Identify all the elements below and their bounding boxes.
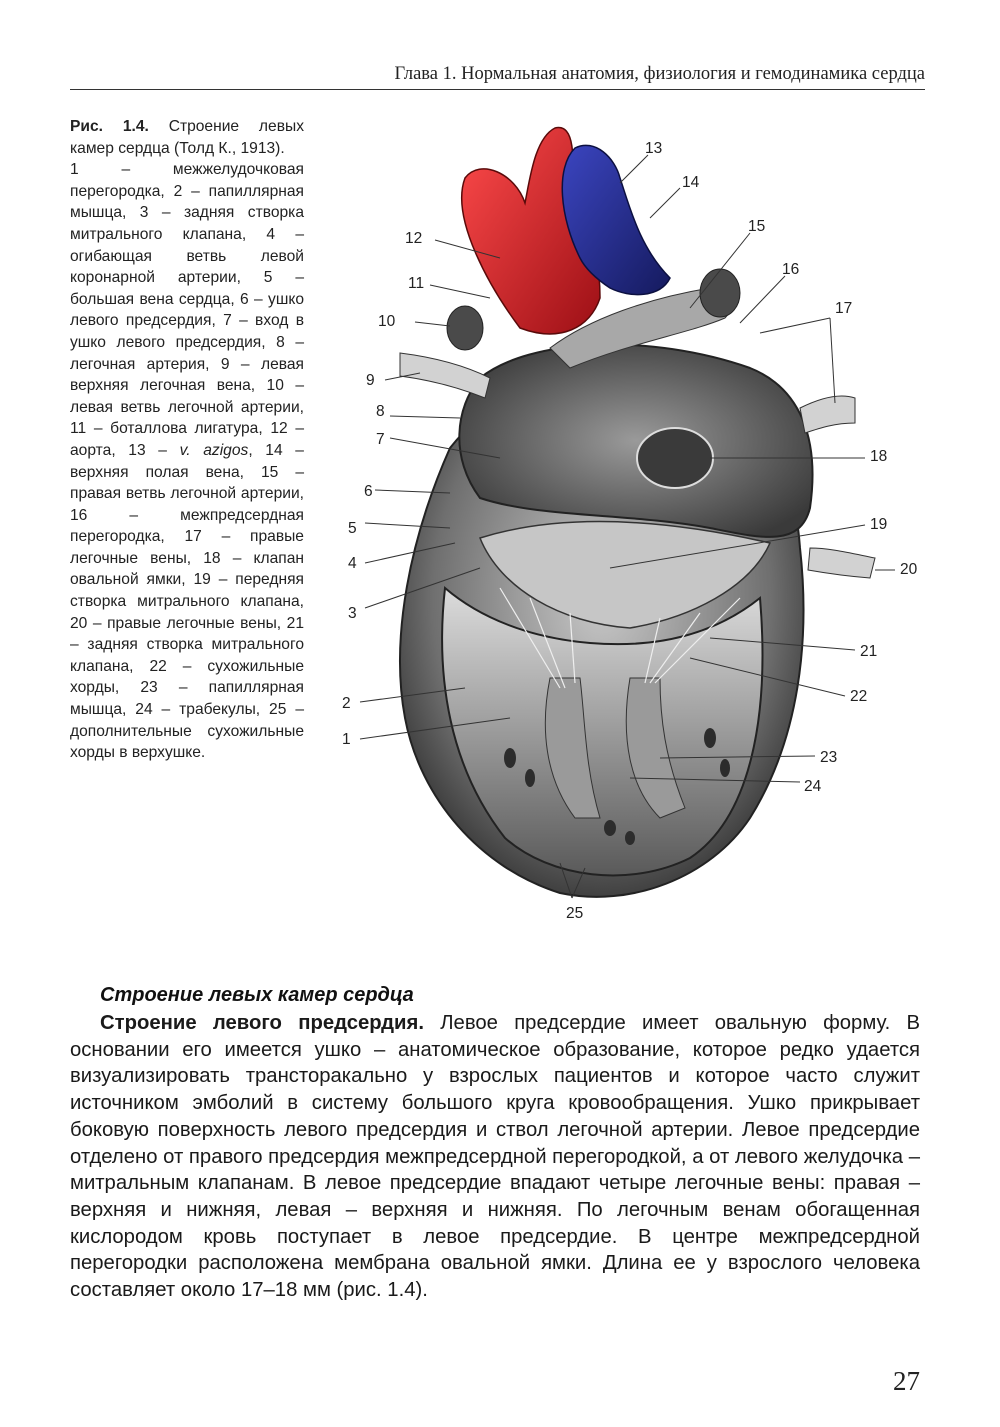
pulmonary-branch-right bbox=[700, 269, 740, 317]
caption-items-part2: , 14 – верхняя полая вена, 15 – правая ветвь легочной артерии, 16 – межпредсердная перегородка, 17 – правые легочные вены, 18 – клапан овальной ямки, 19 – передняя створка митрального клапана, 20 – правые легочные вены, 21 – задняя створка митрального клапана, 22 – сухожильные хорды, 23 – папиллярная мышца, 24 – трабекулы, 25 – дополнительные сухожильные хорды в верхушке. bbox=[70, 441, 304, 762]
label-23: 23 bbox=[820, 749, 838, 766]
body-paragraph bbox=[70, 1010, 920, 1304]
label-8: 8 bbox=[376, 403, 385, 420]
label-3: 3 bbox=[348, 605, 357, 622]
label-22: 22 bbox=[850, 688, 868, 705]
label-6: 6 bbox=[364, 483, 373, 500]
pulmonary-veins-right-lower bbox=[808, 548, 875, 578]
fossa-ovalis bbox=[637, 428, 713, 488]
page-number: 27 bbox=[893, 1366, 920, 1396]
label-24: 24 bbox=[804, 778, 822, 795]
label-20: 20 bbox=[900, 561, 918, 578]
pulmonary-branch-left bbox=[447, 306, 483, 350]
caption-items-part1: 1 – межжелудочковая перегородка, 2 – папиллярная мышца, 3 – задняя створка митрального клапана, 4 – огибающая ветвь левой коронарной артерии, 5 – большая вена сердца, 6 – ушко левого предсердия, 7 – вход в ушко левого предсердия, 8 – легочная артерия, 9 – левая верхняя легочная вена, 10 – левая ветвь легочной артерии, 11 – боталлова лигатура, 12 – аорта, 13 – bbox=[70, 161, 304, 459]
label-2: 2 bbox=[342, 695, 351, 712]
figure-title: Строение левых камер сердца (Толд К., 1913). bbox=[70, 118, 304, 157]
paragraph-lead: Строение левого предсердия. bbox=[100, 1012, 424, 1034]
label-5: 5 bbox=[348, 520, 357, 537]
label-9: 9 bbox=[366, 372, 375, 389]
figure-caption bbox=[70, 116, 304, 764]
label-10: 10 bbox=[378, 313, 396, 330]
label-12: 12 bbox=[405, 230, 423, 247]
label-11: 11 bbox=[408, 275, 425, 292]
caption-italic-term: v. azigos bbox=[179, 441, 249, 459]
label-13: 13 bbox=[645, 140, 663, 157]
label-14: 14 bbox=[682, 174, 700, 191]
label-17: 17 bbox=[835, 300, 853, 317]
label-4: 4 bbox=[348, 555, 357, 572]
label-15: 15 bbox=[748, 218, 766, 235]
heart-illustration bbox=[330, 118, 950, 930]
heart-drawing bbox=[330, 118, 950, 930]
section-title: Строение левых камер сердца bbox=[100, 984, 414, 1006]
paragraph-text: Левое предсердие имеет овальную форму. В основании его имеется ушко – анатомическое образование, которое редко удается визуализировать трансторакально у взрослых пациентов и которое часто служит источником эмболий в систему большого круга кровообращения. Ушко прикрывает боковую поверхность левого предсердия и ствол легочной артерии. Левое предсердие отделено от правого предсердия межпредсердной перегородкой, а от левого желудочка – митральным клапанам. В левое предсердие впадают четыре легочные вены: правая – верхняя и нижняя, левая – верхняя и нижняя. По легочным венам обогащенная кислородом кровь поступает в левое предсердие. В центре межпредсердной перегородки расположена мембрана овальной ямки. Длина ее у взрослого человека составляет около 17–18 мм (рис. 1.4). bbox=[70, 1012, 921, 1302]
label-18: 18 bbox=[870, 448, 888, 465]
label-7: 7 bbox=[376, 431, 385, 448]
label-16: 16 bbox=[782, 261, 800, 278]
pulmonary-veins-left bbox=[400, 353, 490, 398]
label-19: 19 bbox=[870, 516, 888, 533]
pulmonary-veins-right-upper bbox=[800, 396, 855, 433]
label-1: 1 bbox=[342, 731, 351, 748]
running-head: Глава 1. Нормальная анатомия, физиология и гемодинамика сердца bbox=[70, 64, 925, 90]
label-21: 21 bbox=[860, 643, 878, 660]
figure-number: Рис. 1.4. bbox=[70, 118, 149, 135]
label-25: 25 bbox=[566, 905, 584, 922]
